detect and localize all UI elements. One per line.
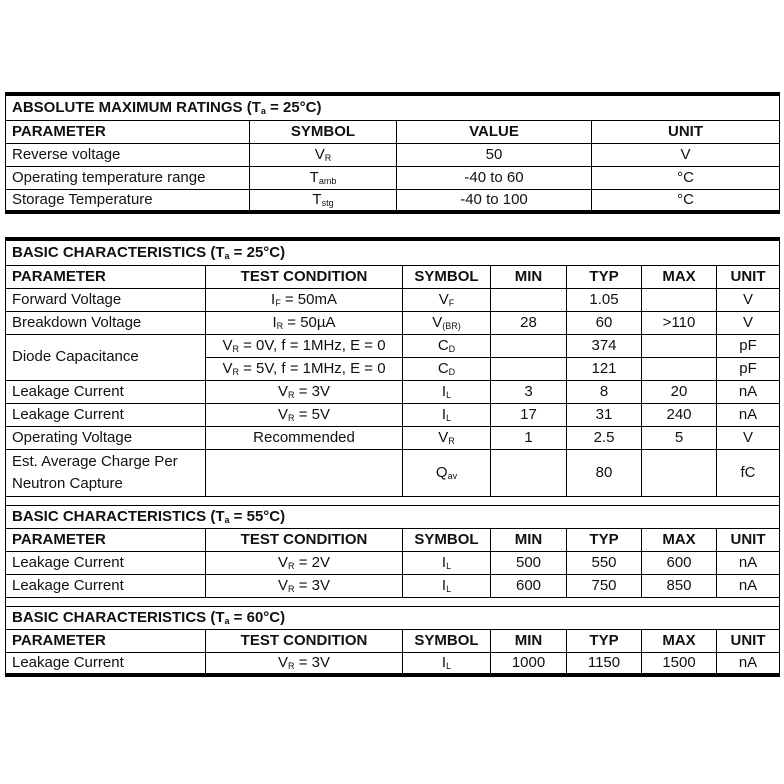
typ-cell: 750: [567, 574, 642, 597]
column-header: TEST CONDITION: [206, 265, 403, 288]
unit-cell: V: [717, 311, 780, 334]
condition-cell: $V_R = 5V$: [206, 403, 403, 426]
column-header: TYP: [567, 629, 642, 652]
unit-cell: nA: [717, 574, 780, 597]
parameter-cell: Leakage Current: [6, 551, 206, 574]
table-row: [6, 334, 780, 357]
max-cell: [642, 288, 717, 311]
max-cell: [642, 334, 717, 357]
unit-cell: nA: [717, 403, 780, 426]
table-row: [6, 380, 780, 403]
typ-cell: 121: [567, 357, 642, 380]
column-header: MIN: [491, 528, 567, 551]
table-row: [6, 189, 780, 212]
min-cell: 28: [491, 311, 567, 334]
table-row: [6, 449, 780, 496]
value-cell: -40 to 100: [397, 189, 592, 212]
condition-cell: $V_R = 3V$: [206, 652, 403, 675]
min-cell: 500: [491, 551, 567, 574]
typ-cell: 1.05: [567, 288, 642, 311]
basic-characteristics-table: [5, 237, 780, 677]
column-header: UNIT: [717, 265, 780, 288]
table-row: [6, 551, 780, 574]
column-header: UNIT: [717, 629, 780, 652]
typ-cell: 1150: [567, 652, 642, 675]
basic-55-title-row: [6, 505, 780, 528]
min-cell: 1000: [491, 652, 567, 675]
condition-cell: $I_F = 50mA$: [206, 288, 403, 311]
min-cell: 600: [491, 574, 567, 597]
basic-55-title: BASIC CHARACTERISTICS $(T_a = 55^\circ C)$: [6, 505, 780, 528]
value-cell: 50: [397, 143, 592, 166]
column-header: MAX: [642, 528, 717, 551]
absolute-max-title-row: [6, 94, 780, 120]
symbol-cell: $I_L$: [403, 551, 491, 574]
basic-25-header-row: [6, 265, 780, 288]
basic-25-title: BASIC CHARACTERISTICS $(T_a = 25^\circ C)$: [6, 239, 780, 265]
section-spacer: [6, 496, 780, 505]
unit-cell: pF: [717, 357, 780, 380]
column-header: VALUE: [397, 120, 592, 143]
absolute-max-header-row: [6, 120, 780, 143]
max-cell: 1500: [642, 652, 717, 675]
column-header: PARAMETER: [6, 120, 250, 143]
parameter-cell: Leakage Current: [6, 574, 206, 597]
max-cell: [642, 449, 717, 496]
unit-cell: V: [592, 143, 780, 166]
column-header: UNIT: [592, 120, 780, 143]
min-cell: [491, 357, 567, 380]
unit-cell: V: [717, 288, 780, 311]
basic-60-header-row: [6, 629, 780, 652]
column-header: TYP: [567, 265, 642, 288]
condition-cell: $V_R = 2V$: [206, 551, 403, 574]
symbol-cell: $V_F$: [403, 288, 491, 311]
column-header: MAX: [642, 265, 717, 288]
symbol-cell: $V_R$: [250, 143, 397, 166]
basic-60-title-row: [6, 606, 780, 629]
min-cell: [491, 334, 567, 357]
unit-cell: nA: [717, 380, 780, 403]
column-header: MIN: [491, 265, 567, 288]
max-cell: [642, 357, 717, 380]
symbol-cell: $I_L$: [403, 403, 491, 426]
symbol-cell: $I_L$: [403, 380, 491, 403]
parameter-cell: Breakdown Voltage: [6, 311, 206, 334]
unit-cell: °C: [592, 189, 780, 212]
column-header: PARAMETER: [6, 528, 206, 551]
unit-cell: fC: [717, 449, 780, 496]
table-row: [6, 311, 780, 334]
absolute-max-ratings-table: [5, 92, 780, 214]
parameter-cell: Est. Average Charge Per Neutron Capture: [6, 449, 206, 496]
column-header: MIN: [491, 629, 567, 652]
condition-cell: [206, 449, 403, 496]
parameter-cell: Leakage Current: [6, 652, 206, 675]
table-row: [6, 166, 780, 189]
table-row: [6, 143, 780, 166]
symbol-cell: $C_D$: [403, 334, 491, 357]
max-cell: 5: [642, 426, 717, 449]
typ-cell: 8: [567, 380, 642, 403]
column-header: TYP: [567, 528, 642, 551]
unit-cell: °C: [592, 166, 780, 189]
max-cell: >110: [642, 311, 717, 334]
column-header: TEST CONDITION: [206, 629, 403, 652]
value-cell: -40 to 60: [397, 166, 592, 189]
section-spacer: [6, 597, 780, 606]
table-row: [6, 652, 780, 675]
symbol-cell: $C_D$: [403, 357, 491, 380]
condition-cell: $V_R = 3V$: [206, 574, 403, 597]
column-header: TEST CONDITION: [206, 528, 403, 551]
typ-cell: 374: [567, 334, 642, 357]
parameter-cell: Diode Capacitance: [6, 334, 206, 380]
parameter-cell: Operating Voltage: [6, 426, 206, 449]
typ-cell: 2.5: [567, 426, 642, 449]
column-header: PARAMETER: [6, 265, 206, 288]
spacer-cell: [6, 597, 780, 606]
max-cell: 240: [642, 403, 717, 426]
parameter-cell: Storage Temperature: [6, 189, 250, 212]
column-header: SYMBOL: [403, 528, 491, 551]
min-cell: 3: [491, 380, 567, 403]
typ-cell: 60: [567, 311, 642, 334]
condition-cell: $V_R = 0V$, f = 1MHz, E = 0: [206, 334, 403, 357]
table-row: [6, 426, 780, 449]
parameter-cell: Leakage Current: [6, 380, 206, 403]
table-row: [6, 574, 780, 597]
condition-cell: Recommended: [206, 426, 403, 449]
min-cell: [491, 449, 567, 496]
parameter-cell: Operating temperature range: [6, 166, 250, 189]
min-cell: [491, 288, 567, 311]
table-row: [6, 403, 780, 426]
parameter-cell: Forward Voltage: [6, 288, 206, 311]
symbol-cell: $I_L$: [403, 574, 491, 597]
unit-cell: nA: [717, 652, 780, 675]
max-cell: 20: [642, 380, 717, 403]
condition-cell: $I_R = 50\mu A$: [206, 311, 403, 334]
symbol-cell: $I_L$: [403, 652, 491, 675]
unit-cell: pF: [717, 334, 780, 357]
unit-cell: nA: [717, 551, 780, 574]
parameter-cell: Leakage Current: [6, 403, 206, 426]
typ-cell: 80: [567, 449, 642, 496]
unit-cell: V: [717, 426, 780, 449]
symbol-cell: $T_{stg}$: [250, 189, 397, 212]
condition-cell: $V_R = 3V$: [206, 380, 403, 403]
table-row: [6, 288, 780, 311]
typ-cell: 31: [567, 403, 642, 426]
column-header: SYMBOL: [250, 120, 397, 143]
absolute-max-title: ABSOLUTE MAXIMUM RATINGS $(T_a = 25^\circ C)$: [6, 94, 780, 120]
symbol-cell: $Q_{av}$: [403, 449, 491, 496]
min-cell: 1: [491, 426, 567, 449]
column-header: SYMBOL: [403, 265, 491, 288]
min-cell: 17: [491, 403, 567, 426]
symbol-cell: $T_{amb}$: [250, 166, 397, 189]
basic-60-title: BASIC CHARACTERISTICS $(T_a = 60^\circ C)$: [6, 606, 780, 629]
symbol-cell: $V_{(BR)}$: [403, 311, 491, 334]
column-header: SYMBOL: [403, 629, 491, 652]
basic-25-title-row: [6, 239, 780, 265]
basic-55-header-row: [6, 528, 780, 551]
typ-cell: 550: [567, 551, 642, 574]
spacer-cell: [6, 496, 780, 505]
column-header: UNIT: [717, 528, 780, 551]
column-header: MAX: [642, 629, 717, 652]
max-cell: 600: [642, 551, 717, 574]
max-cell: 850: [642, 574, 717, 597]
symbol-cell: $V_R$: [403, 426, 491, 449]
condition-cell: $V_R = 5V$, f = 1MHz, E = 0: [206, 357, 403, 380]
parameter-cell: Reverse voltage: [6, 143, 250, 166]
column-header: PARAMETER: [6, 629, 206, 652]
